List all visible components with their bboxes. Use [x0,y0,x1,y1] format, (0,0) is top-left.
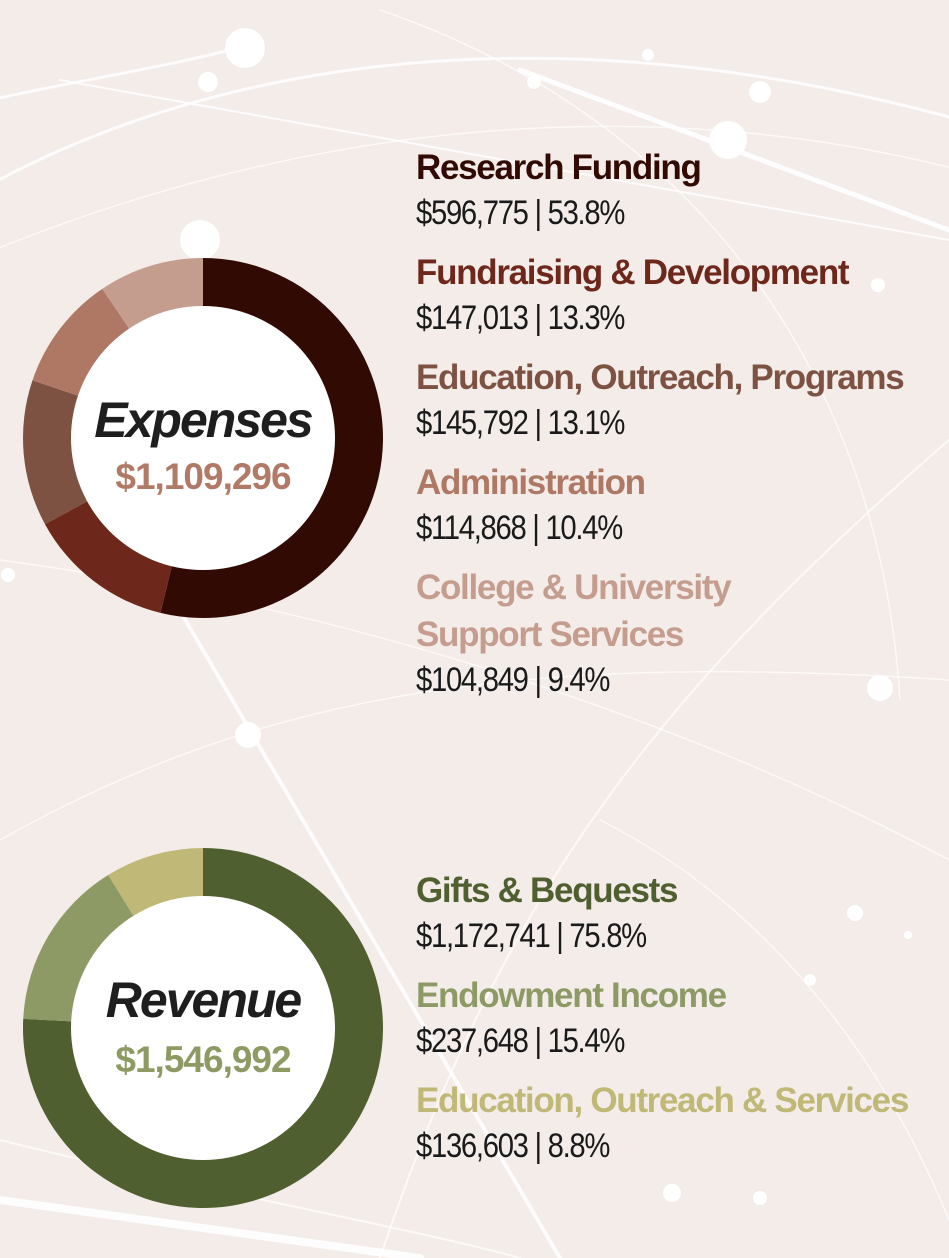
legend-entry-value: $104,849 | 9.4% [416,661,610,699]
revenue-total: $1,546,992 [115,1039,291,1080]
legend-entry-value: $1,172,741 | 75.8% [416,917,646,955]
legend-entry-name: Education, Outreach, Programs [416,358,904,397]
expenses-legend [416,144,903,716]
legend-entry-value: $237,648 | 15.4% [416,1022,625,1060]
legend-entry-name: Research Funding [416,148,701,187]
revenue-donut-chart [22,847,384,1209]
legend-entry-value: $596,775 | 53.8% [416,194,625,232]
legend-entry-name: Administration [416,463,645,502]
legend-entry [416,564,903,702]
legend-entry [416,1077,908,1168]
legend-entry-name: Gifts & Bequests [416,871,678,910]
legend-entry-name: College & University Support Services [416,568,731,654]
legend-entry-value: $136,603 | 8.8% [416,1127,610,1165]
legend-entry [416,459,903,550]
legend-entry-name: Endowment Income [416,976,726,1015]
expenses-total: $1,109,296 [115,456,291,497]
revenue-title: Revenue [105,972,301,1028]
expenses-donut-chart [22,257,384,619]
legend-entry-value: $145,792 | 13.1% [416,404,625,442]
legend-entry [416,144,903,235]
legend-entry-value: $147,013 | 13.3% [416,299,625,337]
legend-entry-name: Fundraising & Development [416,253,849,292]
legend-entry-name: Education, Outreach & Services [416,1081,909,1120]
legend-entry [416,867,908,958]
legend-entry [416,354,903,445]
legend-entry-value: $114,868 | 10.4% [416,509,622,547]
legend-entry [416,972,908,1063]
revenue-legend [416,867,908,1182]
legend-entry [416,249,903,340]
revenue-donut-hole [71,896,335,1160]
expenses-title: Expenses [94,392,312,448]
